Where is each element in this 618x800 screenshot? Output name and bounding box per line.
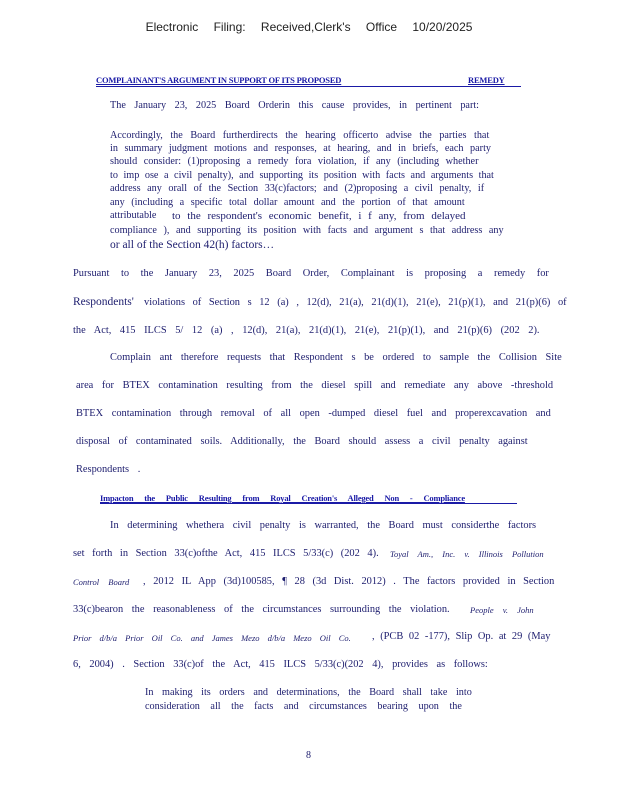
para2-line-5: Respondents . (76, 464, 141, 475)
para2-line-3: BTEX contamination through removal of all open -dumped diesel fuel and properexcavation and (76, 408, 551, 419)
para2-line-2: area for BTEX contamination resulting from the diesel spill and remediate any above -threshold (76, 380, 554, 391)
quote1-line-7a: attributable (110, 210, 157, 221)
quote1-line-5: address any orall of the Section 33(c)factors; and (2)proposing a civil penalty, if (110, 183, 485, 194)
quote1-line-1: Accordingly, the Board furtherdirects the hearing officerto advise the parties that (110, 130, 490, 141)
para1-line-2a: Respondents' (73, 296, 134, 308)
quote1-line-4: to imp ose a civil penalty), and supporting its position with facts and arguments that (110, 170, 494, 181)
case-citation-toyal: Toyal Am., Inc. v. Illinois Pollution (390, 549, 544, 559)
para2-line-4: disposal of contaminated soils. Additionally, the Board should assess a civil penalty against (76, 436, 528, 447)
para3-line-3b: , 2012 IL App (3d)100585, ¶ 28 (3d Dist. 2012) . The factors provided in Section (143, 576, 555, 587)
quote1-line-8: compliance ), and supporting its position with facts and argument s that address any (110, 225, 504, 236)
case-citation-board: Control Board (73, 577, 130, 587)
para3-line-4: 33(c)bearon the reasonableness of the circumstances surrounding the violation. (73, 604, 450, 615)
para3-line-2b (390, 549, 544, 560)
filing-stamp-header: Electronic Filing: Received,Clerk's Office 10/20/2025 (145, 20, 473, 34)
quote1-line-9: or all of the Section 42(h) factors… (110, 239, 275, 251)
case-citation-prior: Prior d/b/a Prior Oil Co. and James Mezo d/b/a Mezo Oil Co. (73, 633, 351, 643)
para3-line-3a (73, 577, 129, 588)
para2-line-1: Complain ant therefore requests that Respondent s be ordered to sample the Collision Site (110, 352, 562, 363)
section-heading-right: REMEDY (468, 75, 505, 85)
page-number: 8 (306, 750, 311, 761)
section-heading-left: COMPLAINANT'S ARGUMENT IN SUPPORT OF ITS PROPOSED (96, 75, 342, 85)
para3-line-4b (470, 605, 534, 616)
para3-line-6: 6, 2004) . Section 33(c)of the Act, 415 ILCS 5/33(c)(202 4), provides as follows: (73, 659, 488, 670)
para1-line-1: Pursuant to the January 23, 2025 Board Order, Complainant is proposing a remedy for (73, 268, 549, 279)
quote1-line-7b: to the respondent's economic benefit, i f any, from delayed (172, 210, 466, 222)
para1-line-2b: violations of Section s 12 (a) , 12(d), 21(a), 21(d)(1), 21(e), 21(p)(1), and 21(p)(6) of (144, 297, 567, 308)
quote1-line-6: any (including a specific total dollar amount and the portion of that amount (110, 197, 465, 208)
para3-line-5a (73, 633, 351, 644)
para3-line-5b: , (PCB 02 -177), Slip Op. at 29 (May (372, 631, 551, 642)
para1-line-3: the Act, 415 ILCS 5/ 12 (a) , 12(d), 21(a), 21(d)(1), 21(e), 21(p)(1), and 21(p)(6) (202 2). (73, 325, 540, 336)
subheading-impact: Impacton the Public Resulting from Royal Creation's Alleged Non - Compliance (100, 493, 465, 503)
quote2-line-2: consideration all the facts and circumstances bearing upon the (145, 701, 462, 712)
para3-line-2a: set forth in Section 33(c)ofthe Act, 415 ILCS 5/33(c) (202 4). (73, 548, 379, 559)
quote2-line-1: In making its orders and determinations, the Board shall take into (145, 687, 472, 698)
quote1-line-3: should consider: (1)proposing a remedy fora violation, if any (including whether (110, 156, 479, 167)
heading-underline (96, 86, 521, 87)
intro-line: The January 23, 2025 Board Orderin this cause provides, in pertinent part: (110, 100, 479, 111)
quote1-line-2: in summary judgment motions and responses, at hearing, and in briefs, each party (110, 143, 491, 154)
subheading-underline (100, 503, 517, 504)
case-citation-people: People v. John (470, 605, 534, 615)
para3-line-1: In determining whethera civil penalty is warranted, the Board must considerthe factors (110, 520, 537, 531)
